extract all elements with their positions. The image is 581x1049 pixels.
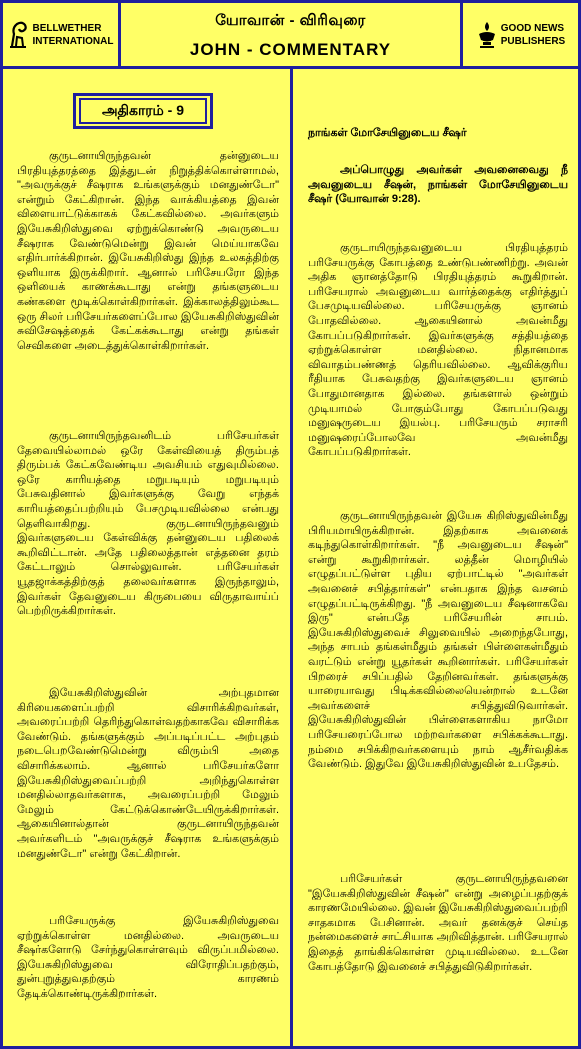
title-tamil: யோவான் - விரிவுரை (215, 12, 366, 29)
section-heading: நாங்கள் மோசேயினுடைய சீஷர் (308, 127, 467, 139)
chapter-label: அதிகாரம் - 9 (79, 98, 207, 124)
paragraph: இயேசுகிறிஸ்துவின் அற்புதமான கிரியைகளைப்பற்றி விசாரிக்கிறவர்கள், அவரைப்பற்றி தெரிந்துகொள்வதற்காகவே விசாரிக்க வேண்டும். தங்களுக்கும் அப்படிப்பட்ட அற்புதம் நடைபெறவேண்டுமென்று விரும்பி அதை விசாரிக்கலாம். ஆனால் பரிசேயர்களோ இயேசுகிறிஸ்துவைப்பற்றி அறிந்துகொள்ள மனதில்லாதவர்களாக, அவரைப்பற்றி மேலும் மேலும் கேட்டுக்கொண்டேயிருக்கிறார்கள். ஆகையினால்தான் குருடனாயிருந்தவன் அவர்களிடம் "அவருக்குச் சீஷராக உங்களுக்கும் மனதுண்டோ" என்று கேட்கிறான். (17, 687, 279, 860)
header (3, 3, 578, 69)
paragraph: குருடனாயிருந்தவனிடம் பரிசேயர்கள் தேவையில்லாமல் ஒரே கேள்வியைத் திரும்பத் திரும்பக் கேட்கவேண்டிய அவசியம் எதுவுமில்லை. ஒரே காரியத்தை மறுபடியும் மறுபடியும் பேசுவதினால் இவர்களுக்கு வேறு எந்தக் காரியத்தைப்பற்றியும் பேசமுடியவில்லை என்பது தெளிவாகிறது. குருடனாயிருந்தவனும் இவர்களுடைய கேள்விக்கு தன்னுடைய பதிலைக் கூறிவிட்டான். அதே பதிலைத்தான் எத்தனை தரம் கேட்டாலும் சொல்லுவான். பரிசேயர்கள் யூதஜாக்கத்திற்குத் தலைவர்களாக இருந்தாலும், இவர்கள் தேவனுடைய கிருபையை விருதாவாய்ப் பெற்றிருக்கிறார்கள். (17, 430, 279, 618)
scripture-quote: அப்பொழுது அவர்கள் அவனைவைது நீ அவனுடைய சீஷன், நாங்கள் மோசேயினுடைய சீஷர் (யோவான் 9:28). (308, 164, 568, 206)
bellwether-logo (3, 3, 121, 66)
title-box (121, 3, 460, 66)
logo-line-1: GOOD NEWS (500, 22, 565, 34)
paragraph: குருடாயிருந்தவனுடைய பிரதியுத்தரம் பரிசேயருக்கு கோபத்தை உண்டுபண்ணிற்று. அவன் அதிக ஞானத்தோடு பிரதியுத்தரம் கூறுகிறான். பரிசேயரால் அவனுடைய வார்த்தைக்கு எதிர்த்துப் பேசமுடியவில்லை. பரிசேயருக்கு ஞானம் போதவில்லை. ஆகையினால் அவன்மீது கோபப்படுகிறார்கள். இவர்களுக்கு சத்தியத்தை ஏற்றுக்கொள்ள மனதில்லை. நிதானமாக விவாதம்பண்ணத் தெரியவில்லை. ஆவிக்குரிய ரீதியாக பேசுவதற்கு இவர்களுடைய ஞானம் போதுமானதாக இல்லை. தங்களால் ஒன்றும் முடியாமல் போகும்போது கோபப்படுவது மனுஷருடைய இயல்பு. பரிசேயரும் சராசரி மனுஷரைப்போலவே அவன்மீது கோபப்படுகிறார்கள். (308, 242, 568, 459)
paragraph: பரிசேயருக்கு இயேசுகிறிஸ்துவை ஏற்றுக்கொள்ள மனதில்லை. அவருடைய சீஷர்களோடு சேர்ந்துகொள்ளவும் விருப்பமில்லை. இயேசுகிறிஸ்துவை விரோதிப்பதற்கும், துன்புறுத்துவதற்கும் காரணம் தேடிக்கொண்டிருக்கிறார்கள். (17, 915, 279, 1000)
title-english: JOHN - COMMENTARY (189, 40, 392, 59)
lamp-icon (476, 20, 498, 50)
paragraph: குருடனாயிருந்தவன் இயேசு கிறிஸ்துவின்மீது பிரியமாயிருக்கிறான். இதற்காக அவனைக் கடிந்துகொள்கிறார்கள். "நீ அவனுடைய சீஷன்" என்று கூறுகிறார்கள். லத்தீன் மொழியில் எழுதப்பட்டுள்ள புதிய ஏற்பாட்டில் "அவர்கள் அவனைச் சபித்தார்கள்" என்பதாக இந்த வசனம் எழுதப்பட்டிருக்கிறது. "நீ அவனுடைய சீஷனாகவே இரு" என்பதே பரிசேயரின் சாபம். இயேசுகிறிஸ்துவைச் சிலுவையில் அறைந்தபோது, அந்த சாபம் தங்கள்மீதும் தங்கள் பிள்ளைகள்மீதும் வரட்டும் என்று யூதர்கள் கூறினார்கள். பரிசேயர்கள் பிறரைச் சபிப்பதில் தேறினவர்கள். தங்களுக்கு யாரையாவது பிடிக்கவில்லையென்றால் உடனே அவர்களைச் சபித்துவிடுவார்கள். இயேசுகிறிஸ்துவின் பிள்ளைகளாகிய நாமோ பரிசேயரைப்போல மற்றவர்களை சபிக்கக்கூடாது. நம்மை சபிக்கிறவர்களையும் நாம் ஆசீர்வதிக்க வேண்டும். இதுவே இயேசுகிறிஸ்துவின் உபதேசம். (308, 510, 568, 771)
left-column (3, 69, 293, 1046)
logo-line-1: BELLWETHER (32, 22, 102, 34)
paragraph: பரிசேயர்கள் குருடனாயிருந்தவனை "இயேசுகிறிஸ்துவின் சீஷன்" என்று அழைப்பதற்குக் காரணமேயில்லை. இவன் இயேசுகிறிஸ்துவைப்பற்றி சாதகமாக பேசினான். அவர் தனக்குச் செய்த நன்மைகளைச் சாட்சியாக அறிவித்தான். பரிசேயரால் இதைத் தாங்கிக்கொள்ள முடியவில்லை. உடனே கோபத்தோடு இவனைச் சபித்துவிடுகிறார்கள். (308, 873, 568, 973)
paragraph: குருடனாயிருந்தவன் தன்னுடைய பிரதியுத்தரத்தை இத்துடன் நிறுத்திக்கொள்ளாமல், "அவருக்குச் சீஷராக உங்களுக்கும் மனதுண்டோ" என்றும் கேட்கிறான். இந்த வாக்கியத்தை இவன் விளையாட்டுக்காகக் கேட்கவில்லை. அவர்களும் இயேசுகிறிஸ்துவை ஏற்றுக்கொண்டு அவருடைய சீஷராக வேண்டுமென்று இவன் மெய்யாகவே எதிர்பார்க்கிறான். இயேசுகிறிஸ்து இந்த உலகத்திற்கு ஒளியாக இருக்கிறார். ஆனால் பரிசேயரோ இந்த ஒளியைக் காணக்கூடாது என்று தங்களுடைய கண்களை மூடிக்கொள்கிறார்கள். இக்காலத்திலும்கூட ஒரு சிலர் பரிசேயர்களைப்போல இயேசுகிறிஸ்துவின் சுவிசேஷத்தைக் கேட்கக்கூடாது என்று தங்கள் செவிகளை அடைத்துக்கொள்கிறார்கள். (17, 150, 279, 352)
logo-line-2: INTERNATIONAL (32, 35, 114, 47)
logo-line-2: PUBLISHERS (500, 35, 566, 47)
ram-icon (8, 20, 30, 50)
right-column (293, 69, 578, 1046)
chapter-box (73, 93, 213, 129)
good-news-logo (460, 3, 578, 66)
